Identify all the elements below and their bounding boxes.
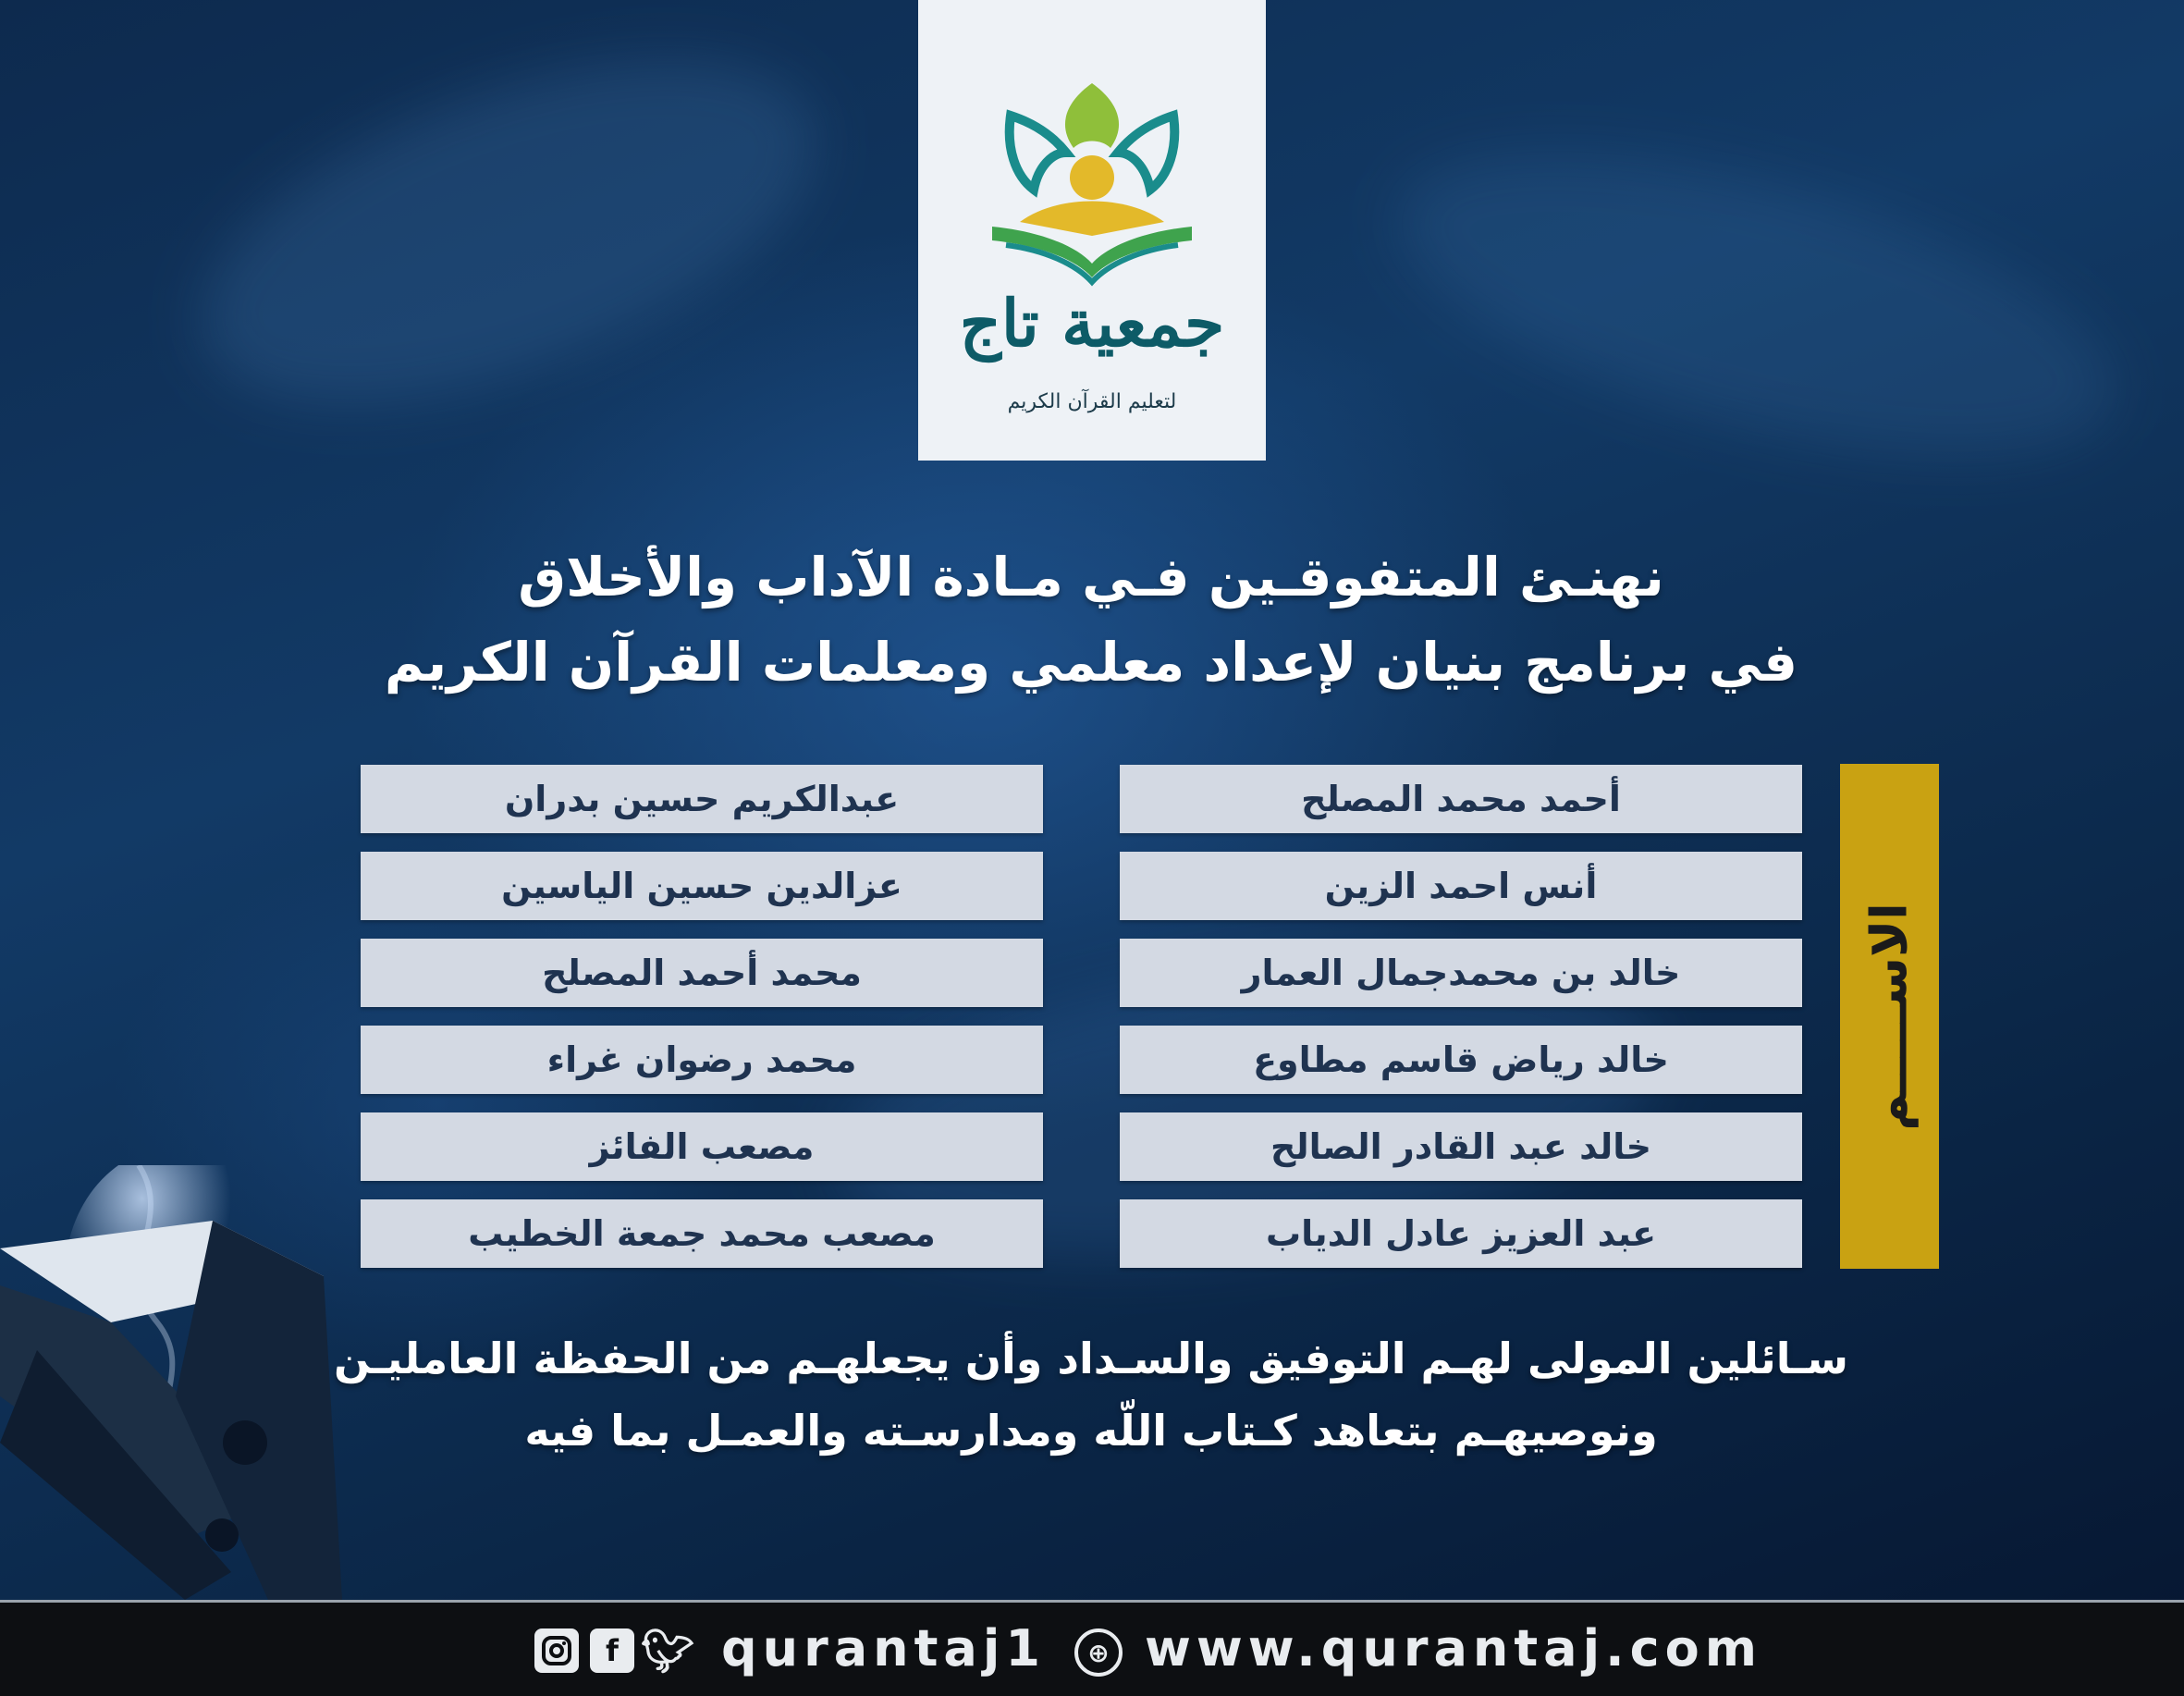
globe-icon: ⊕	[1074, 1628, 1123, 1677]
background-fold	[157, 0, 860, 473]
name-row: مصعب الفائز	[361, 1112, 1043, 1181]
name-row: أحمد محمد المصلح	[1120, 765, 1802, 833]
name-row: محمد أحمد المصلح	[361, 939, 1043, 1007]
social-handle[interactable]: qurantaj1	[721, 1619, 1046, 1678]
name-row: خالد رياض قاسم مطاوع	[1120, 1026, 1802, 1094]
instagram-icon[interactable]	[534, 1628, 579, 1673]
name-row: عبدالكريم حسين بدران	[361, 765, 1043, 833]
name-row: خالد عبد القادر الصالح	[1120, 1112, 1802, 1181]
headline-line-2: في برنامج بنيان لإعداد معلمي ومعلمات القرآن الكريم	[384, 631, 1798, 694]
logo-subtitle: لتعليم القرآن الكريم	[1007, 390, 1177, 413]
logo-name: جمعية تاج	[959, 285, 1225, 362]
names-column-right	[1120, 765, 1802, 1286]
website-link[interactable]: www.qurantaj.com	[1145, 1619, 1762, 1678]
logo-emblem-icon	[983, 74, 1201, 287]
name-row: محمد رضوان غراء	[361, 1026, 1043, 1094]
name-column-label	[1840, 764, 1939, 1269]
prayer-line-2: ونوصيهـم بتعاهد كـتاب اللّه ومدارسـته والعمـل بما فيه	[524, 1406, 1658, 1456]
twitter-icon[interactable]: 🐦︎	[640, 1625, 695, 1676]
name-row: خالد بن محمدجمال العمار	[1120, 939, 1802, 1007]
name-row: عزالدين حسين الياسين	[361, 852, 1043, 920]
background-fold	[1368, 93, 2145, 517]
name-row: أنس احمد الزين	[1120, 852, 1802, 920]
footer-bar	[0, 1603, 2184, 1696]
headline-line-1: نهنـئ المتفوقـين فـي مـادة الآداب والأخلاق	[518, 546, 1664, 608]
prayer-line-1: سـائلين المولى لهـم التوفيق والسـداد وأن يجعلهـم من الحفظة العامليـن	[334, 1333, 1848, 1383]
name-column-label-text: الاســـــم	[1860, 902, 1919, 1131]
names-column-left	[361, 765, 1043, 1286]
name-row: مصعب محمد جمعة الخطيب	[361, 1199, 1043, 1268]
name-row: عبد العزيز عادل الدياب	[1120, 1199, 1802, 1268]
logo-box	[918, 0, 1266, 461]
facebook-icon[interactable]: f	[590, 1628, 634, 1673]
